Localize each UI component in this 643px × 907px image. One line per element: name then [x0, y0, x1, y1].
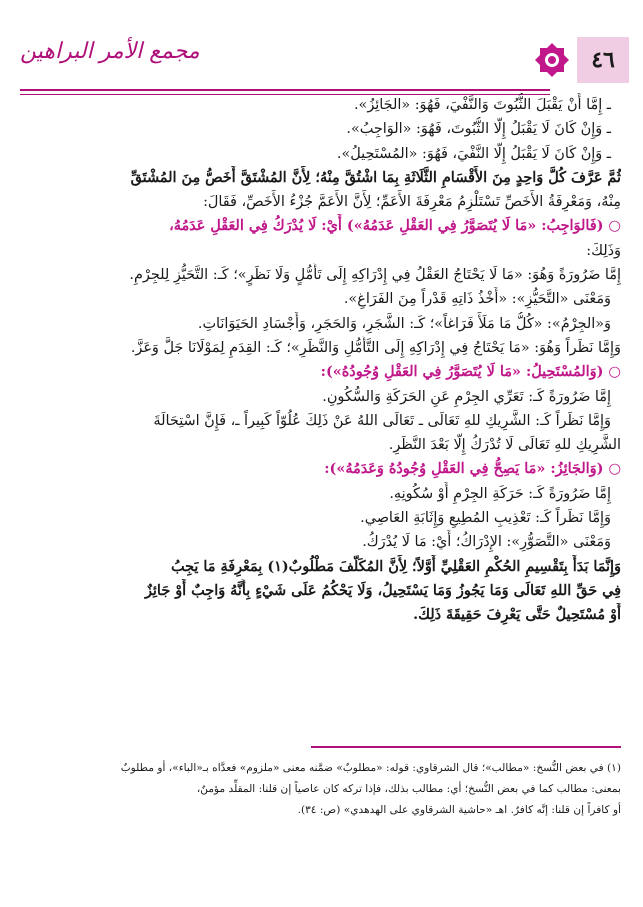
main-text	[23, 93, 621, 628]
text-line: ثُمَّ عَرَّفَ كُلَّ وَاحِدٍ مِنَ الأَقْسَامِ الثَّلَاثَةِ بِمَا اشْتُقَّ مِنْهُ؛ لِأَنَّ المُشْتَقَّ أَخَصُّ مِنَ المُشْتَقِّ	[130, 168, 621, 186]
footnote-separator	[311, 746, 621, 748]
footnote-line: بمعنى: مطالب كما في بعض النُّسخ؛ أي: مطالب بذلك، فإذا تركه كان عاصياً إن قلنا: المقلِّد مؤمنٌ،	[196, 783, 621, 795]
definition-line: ○ (وَالجَائِزُ: «مَا يَصِحُّ فِي العَقْلِ وُجُودُهُ وَعَدَمُهُ»):	[324, 460, 621, 478]
text-line: مِنْهُ، وَمَعْرِفَةُ الأَخَصِّ تَسْتَلْزِمُ مَعْرِفَةَ الأَعَمِّ؛ لِأَنَّ الأَعَمَّ جُزْءُ الأَخَصِّ، فَقَالَ:	[203, 194, 621, 211]
text-line: إِمَّا ضَرُورَةً كَـ: حَرَكَةِ الجِرْمِ أَوْ سُكُونِهِ.	[389, 485, 611, 502]
text-line: إِمَّا ضَرُورَةً كَـ: تَعَرِّي الجِرْمِ عَنِ الحَرَكَةِ وَالسُّكُونِ.	[322, 388, 611, 405]
header-rule	[20, 89, 550, 91]
text-line: أَوْ مُسْتَحِيلٌ حَتَّى يَعْرِفَ حَقِيقَةَ ذَلِكَ.	[413, 606, 621, 624]
page-number: ٤٦	[591, 47, 615, 73]
text-line: وَإِمَّا نَظَراً كَـ: تَعْذِيبِ المُطِيعِ وَإِثَابَةِ العَاصِي.	[360, 510, 611, 527]
text-line: وَإِنَّمَا بَدَأَ بِتَقْسِيمِ الحُكْمِ العَقْلِيِّ أَوَّلاً؛ لِأَنَّ المُكَلَّفَ مَطْلُوبٌ(١) بِمَعْرِفَةِ مَا يَجِبُ	[170, 557, 621, 575]
star-ornament-icon	[533, 41, 571, 79]
text-line: الشَّرِيكِ للهِ تَعَالَى لَا تُدْرَكُ إِلَّا بَعْدَ النَّظَرِ.	[388, 437, 621, 454]
text-line: وَإِمَّا نَظَراً كَـ: الشَّرِيكِ للهِ تَعَالَى ـ تَعَالَى اللهُ عَنْ ذَلِكَ عُلُوّاً كَبِيراً ـ، فَإِنَّ اسْتِحَالَةَ	[153, 412, 611, 429]
page-number-box	[577, 37, 629, 83]
text-line: فِي حَقِّ اللهِ تَعَالَى وَمَا يَجُوزُ وَمَا يَسْتَحِيلُ، وَلَا يَحْكُمُ عَلَى شَيْءٍ بِأَنَّهُ وَاجِبٌ أَوْ جَائِزٌ	[144, 581, 621, 599]
text-line: إِمَّا ضَرُورَةً وَهُوَ: «مَا لَا يَحْتَاجُ العَقْلُ فِي إِدْرَاكِهِ إِلَى تَأَمُّلٍ وَلَا نَظَرٍ»؛ كَـ: التَّحَيُّزِ لِلجِرْمِ.	[129, 267, 621, 284]
text-line: وَمَعْنَى «التَّصَوُّرِ»: الإِدْرَاكُ؛ أَيْ: مَا لَا يُدْرَكُ.	[362, 534, 611, 551]
text-line: ـ إِمَّا أَنْ يَقْبَلَ الثُّبُوتَ وَالنَّفْيَ، فَهُوَ: «الجَائِزُ».	[353, 97, 611, 113]
definition-line: ○ (فَالوَاجِبُ: «مَا لَا يُتَصَوَّرُ فِي العَقْلِ عَدَمُهُ») أَيْ: لَا يُدْرَكُ فِي العَقْلِ عَدَمُهُ،	[169, 217, 621, 235]
book-title: مجمع الأمر البراهين	[20, 39, 200, 64]
text-line: وَذَلِكَ:	[586, 242, 621, 259]
text-line: وَإِمَّا نَظَراً وَهُوَ: «مَا يَحْتَاجُ فِي إِدْرَاكِهِ إِلَى التَّأَمُّلِ وَالنَّظَرِ»؛ كَـ: القِدَمِ لِمَوْلَانَا جَلَّ وَعَزَّ.	[130, 339, 621, 356]
text-line: ـ وَإِنْ كَانَ لَا يَقْبَلُ إِلَّا الثُّبُوتَ، فَهُوَ: «الوَاجِبُ».	[346, 121, 611, 138]
footnote-line: (١) في بعض النُّسخ: «مطالب»؛ قال الشرقاوي: قوله: «مطلوبٌ» ضمَّنه معنى «ملزوم» فعدَّاه بـ«الباء»، أو مطلوبٌ	[120, 762, 621, 774]
text-line: وَمَعْنَى «التَّحَيُّزِ»: «أَخْذُ ذَاتِهِ قَدْراً مِنَ الفَرَاغِ».	[343, 291, 611, 308]
text-line: وَ«الجِرْمُ»: «كُلُّ مَا مَلَأَ فَرَاغاً»؛ كَـ: الشَّجَرِ، وَالحَجَرِ، وَأَجْسَادِ الحَيَوَانَاتِ.	[197, 315, 611, 332]
footnote-line: أو كافراً إن قلنا: إنَّه كافرٌ. اهـ «حاشية الشرقاوي على الهدهدي» (ص: ٣٤).	[297, 804, 621, 816]
page-header	[0, 33, 643, 93]
definition-line: ○ (وَالمُسْتَحِيلُ: «مَا لَا يُتَصَوَّرُ فِي العَقْلِ وُجُودُهُ»):	[320, 363, 621, 381]
text-line: ـ وَإِنْ كَانَ لَا يَقْبَلُ إِلَّا النَّفْيَ، فَهُوَ: «المُسْتَحِيلُ».	[336, 145, 611, 162]
footnotes	[23, 758, 621, 821]
